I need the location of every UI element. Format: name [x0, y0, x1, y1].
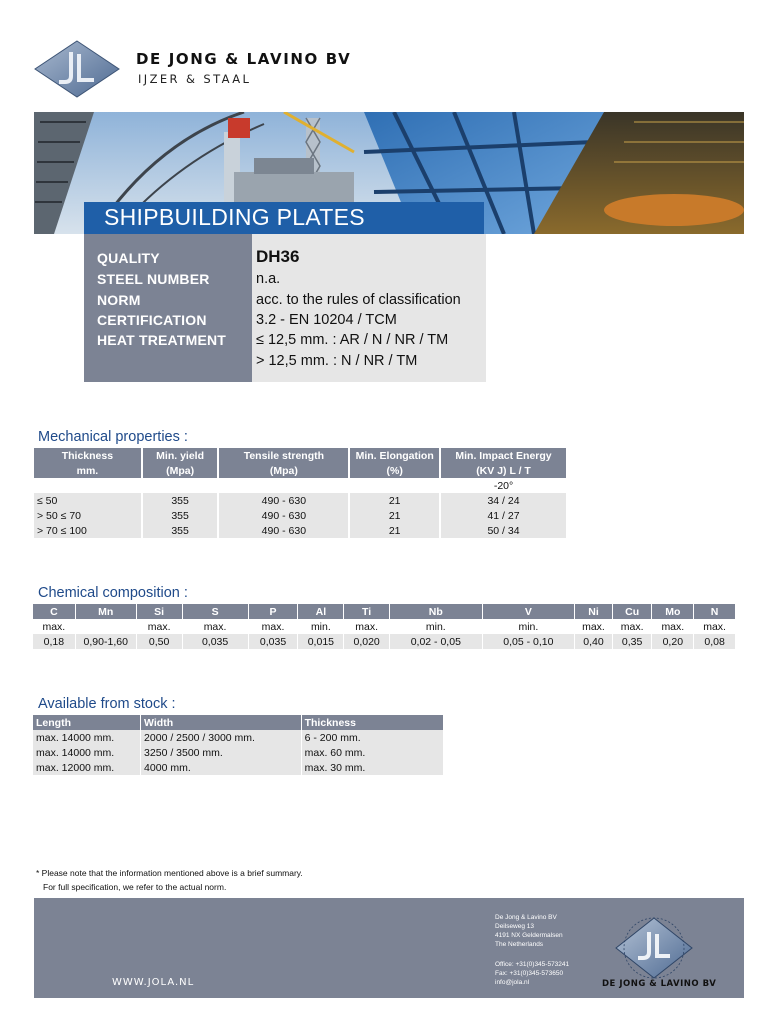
table-header-cell: Si — [137, 604, 182, 619]
table-cell: 0,90-1,60 — [76, 634, 136, 649]
spec-label-certification: CERTIFICATION — [97, 312, 207, 328]
table-cell: 0,02 - 0,05 — [390, 634, 482, 649]
table-units-row — [34, 463, 566, 478]
table-cell: 0,015 — [298, 634, 343, 649]
table-cell: max. — [582, 620, 605, 633]
table-cell: 3250 / 3500 mm. — [141, 745, 301, 760]
table-header-cell: Min. Impact Energy — [441, 448, 566, 463]
table-header-cell: P — [249, 604, 298, 619]
table-cell: 0,08 — [694, 634, 735, 649]
table-cell: 0,18 — [33, 634, 75, 649]
chemical-composition-table — [32, 604, 736, 649]
note-line-2: For full specification, we refer to the actual norm. — [43, 882, 227, 892]
footer-address-line: The Netherlands — [495, 941, 544, 948]
footer-seal-logo-icon — [612, 910, 696, 986]
table-cell: 41 / 27 — [441, 508, 566, 523]
table-temperature-row — [34, 478, 566, 493]
stock-table — [32, 715, 444, 775]
table-header-cell: Length — [33, 715, 140, 730]
table-row — [33, 634, 735, 649]
table-cell: max. — [703, 620, 726, 633]
table-cell: 355 — [143, 523, 218, 538]
table-cell: max. 60 mm. — [302, 745, 443, 760]
table-cell: 2000 / 2500 / 3000 mm. — [141, 730, 301, 745]
table-header-cell: V — [483, 604, 575, 619]
company-name: DE JONG & LAVINO BV — [136, 50, 352, 68]
footer-fax: Fax: +31(0)345-573650 — [495, 970, 564, 977]
page-title: SHIPBUILDING PLATES — [104, 204, 365, 230]
table-cell: 490 - 630 — [219, 508, 348, 523]
table-cell: 21 — [350, 508, 439, 523]
table-cell: 490 - 630 — [219, 493, 348, 508]
spec-value-heat-treatment-2: > 12,5 mm. : N / NR / TM — [256, 353, 418, 369]
table-header-cell: C — [33, 604, 75, 619]
table-header-cell: Min. yield — [143, 448, 218, 463]
table-cell: 50 / 34 — [441, 523, 566, 538]
table-cell: 0,035 — [249, 634, 298, 649]
footer-email-link[interactable]: info@jola.nl — [495, 979, 530, 986]
table-header-cell: Al — [298, 604, 343, 619]
table-cell: max. 14000 mm. — [33, 745, 140, 760]
table-cell: ≤ 50 — [34, 493, 141, 508]
table-cell: 0,40 — [575, 634, 612, 649]
table-cell: max. 14000 mm. — [33, 730, 140, 745]
table-cell: 0,50 — [137, 634, 182, 649]
footer-address-line: De Jong & Lavino BV — [495, 914, 557, 921]
table-row — [33, 730, 443, 745]
footer-address-line: Deilseweg 13 — [495, 923, 535, 930]
footer — [34, 898, 744, 998]
table-header-row — [33, 604, 735, 619]
spec-value-heat-treatment-1: ≤ 12,5 mm. : AR / N / NR / TM — [256, 332, 449, 348]
impact-temperature: -20° — [493, 479, 514, 492]
table-cell: max. — [261, 620, 285, 633]
table-header-cell: (Mpa) — [219, 463, 348, 478]
table-header-cell: Thickness — [302, 715, 443, 730]
table-header-cell: Mn — [76, 604, 136, 619]
table-cell: 490 - 630 — [219, 523, 348, 538]
table-cell: 355 — [143, 508, 218, 523]
table-header-cell: (KV J) L / T — [441, 463, 566, 478]
table-cell: 21 — [350, 493, 439, 508]
table-header-cell: N — [694, 604, 735, 619]
spec-value-steel-number: n.a. — [256, 271, 281, 287]
table-cell: 6 - 200 mm. — [302, 730, 443, 745]
table-row — [34, 493, 566, 508]
table-header-cell: Ni — [575, 604, 612, 619]
company-logo-icon — [34, 40, 120, 98]
company-tagline: IJZER & STAAL — [138, 72, 252, 86]
table-header-cell: Thickness — [34, 448, 141, 463]
table-header-cell: Tensile strength — [219, 448, 348, 463]
table-cell: 0,035 — [183, 634, 248, 649]
table-cell: 34 / 24 — [441, 493, 566, 508]
spec-label-steel-number: STEEL NUMBER — [97, 271, 210, 287]
spec-value-certification: 3.2 - EN 10204 / TCM — [256, 312, 397, 328]
table-cell: 0,020 — [344, 634, 389, 649]
banner-image — [34, 112, 744, 234]
table-cell: min. — [425, 620, 446, 633]
table-cell: 4000 mm. — [141, 760, 301, 775]
table-cell: > 70 ≤ 100 — [34, 523, 141, 538]
footer-company-name: DE JONG & LAVINO BV — [602, 979, 717, 989]
table-header-cell: Width — [141, 715, 301, 730]
table-cell: min. — [518, 620, 539, 633]
table-cell: max. — [42, 620, 66, 633]
spec-label-column — [84, 234, 252, 382]
table-row — [33, 760, 443, 775]
table-row — [34, 523, 566, 538]
table-cell: max. — [203, 620, 227, 633]
spec-label-heat-treatment: HEAT TREATMENT — [97, 332, 227, 348]
table-cell: 0,20 — [652, 634, 693, 649]
spec-label-quality: QUALITY — [97, 250, 160, 266]
table-cell: max. — [661, 620, 685, 633]
table-row — [33, 745, 443, 760]
table-cell: max. 12000 mm. — [33, 760, 140, 775]
table-limits-row — [33, 619, 735, 634]
banner-title-bar — [84, 202, 484, 234]
footer-website-link[interactable]: WWW.JOLA.NL — [112, 977, 195, 988]
table-header-row — [33, 715, 443, 730]
table-header-cell: Nb — [390, 604, 482, 619]
table-cell: 0,35 — [613, 634, 652, 649]
table-cell — [76, 619, 136, 634]
table-cell: 21 — [350, 523, 439, 538]
table-header-cell: S — [183, 604, 248, 619]
table-header-row — [34, 448, 566, 463]
table-header-cell: Mo — [652, 604, 693, 619]
spec-box — [84, 234, 486, 382]
table-cell: 0,05 - 0,10 — [483, 634, 575, 649]
spec-label-norm: NORM — [97, 292, 141, 308]
table-header-cell: (Mpa) — [143, 463, 218, 478]
table-header-cell: mm. — [34, 463, 141, 478]
table-cell: > 50 ≤ 70 — [34, 508, 141, 523]
table-row — [34, 508, 566, 523]
footer-address-line: 4191 NX Geldermalsen — [495, 932, 563, 939]
table-header-cell: Cu — [613, 604, 652, 619]
table-cell: 355 — [143, 493, 218, 508]
section-title-chemical: Chemical composition : — [38, 585, 188, 601]
table-header-cell: Ti — [344, 604, 389, 619]
mechanical-properties-table — [32, 448, 568, 538]
spec-value-norm: acc. to the rules of classification — [256, 292, 461, 308]
note-line-1: * Please note that the information mentioned above is a brief summary. — [36, 868, 303, 878]
table-cell: max. — [355, 620, 379, 633]
table-cell: max. 30 mm. — [302, 760, 443, 775]
table-cell: min. — [310, 620, 331, 633]
table-cell: max. — [620, 620, 644, 633]
spec-value-quality: DH36 — [256, 247, 300, 266]
footer-phone: Office: +31(0)345-573241 — [495, 961, 570, 968]
table-header-cell: Min. Elongation — [350, 448, 439, 463]
table-cell: max. — [147, 620, 171, 633]
section-title-stock: Available from stock : — [38, 696, 176, 712]
section-title-mechanical: Mechanical properties : — [38, 429, 188, 445]
table-header-cell: (%) — [350, 463, 439, 478]
